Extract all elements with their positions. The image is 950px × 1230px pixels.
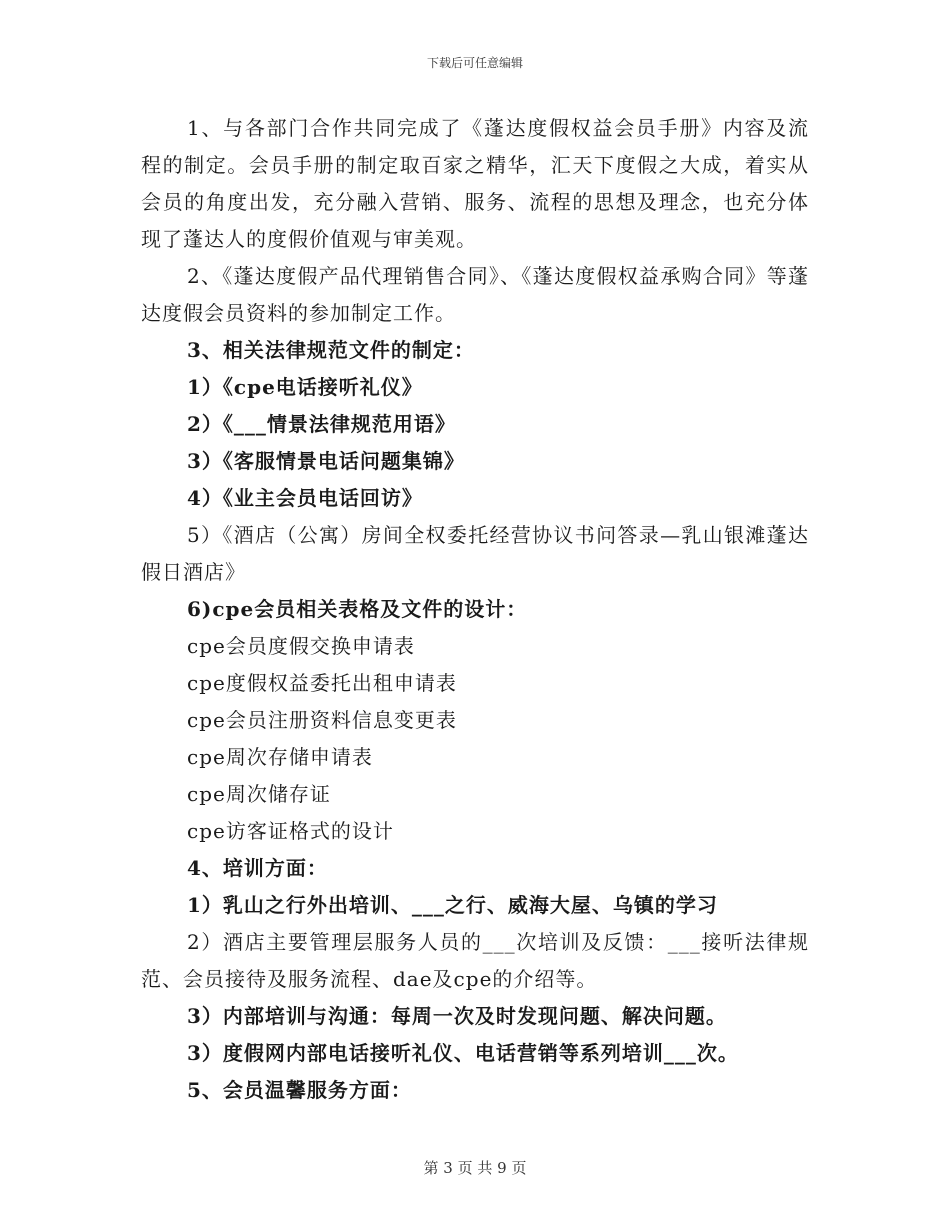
training-item-3: 3）内部培训与沟通：每周一次及时发现问题、解决问题。 xyxy=(187,1004,727,1028)
form-item-4: cpe周次存储申请表 xyxy=(187,745,373,769)
section-heading-4: 4、培训方面： xyxy=(187,856,328,880)
paragraph-1: 1、与各部门合作共同完成了《蓬达度假权益会员手册》内容及流程的制定。会员手册的制定取百家之精华，汇天下度假之大成，着实从会员的角度出发，充分融入营销、服务、流程的思想及理念，也充分体现了蓬达人的度假价值观与审美观。 xyxy=(141,116,809,251)
section-heading-5: 5、会员温馨服务方面： xyxy=(187,1078,412,1102)
list-item-2: 2）《___情景法律规范用语》 xyxy=(187,412,456,436)
training-item-2: 2）酒店主要管理层服务人员的___次培训及反馈：___接听法律规范、会员接待及服务流程、dae及cpe的介绍等。 xyxy=(141,930,809,991)
list-item-4: 4）《业主会员电话回访》 xyxy=(187,486,423,510)
document-body xyxy=(141,110,809,1109)
page-header: 下载后可任意编辑 xyxy=(426,56,523,70)
form-item-2: cpe度假权益委托出租申请表 xyxy=(187,671,457,695)
list-item-1: 1）《cpe电话接听礼仪》 xyxy=(187,375,423,399)
form-item-3: cpe会员注册资料信息变更表 xyxy=(187,708,457,732)
form-item-5: cpe周次储存证 xyxy=(187,782,331,806)
section-heading-3: 3、相关法律规范文件的制定： xyxy=(187,338,475,362)
form-item-1: cpe会员度假交换申请表 xyxy=(187,634,415,658)
training-item-1: 1）乳山之行外出培训、___之行、威海大屋、乌镇的学习 xyxy=(187,893,718,917)
paragraph-2: 2、《蓬达度假产品代理销售合同》、《蓬达度假权益承购合同》等蓬达度假会员资料的参加制定工作。 xyxy=(141,264,809,325)
page-footer: 第 3 页 共 9 页 xyxy=(423,1159,527,1177)
form-item-6: cpe访客证格式的设计 xyxy=(187,819,394,843)
list-item-3: 3）《客服情景电话问题集锦》 xyxy=(187,449,465,473)
list-item-5: 5）《酒店（公寓）房间全权委托经营协议书问答录—乳山银滩蓬达假日酒店》 xyxy=(141,523,809,584)
training-item-4: 3）度假网内部电话接听礼仪、电话营销等系列培训___次。 xyxy=(187,1041,739,1065)
list-item-6: 6)cpe会员相关表格及文件的设计： xyxy=(187,597,528,621)
